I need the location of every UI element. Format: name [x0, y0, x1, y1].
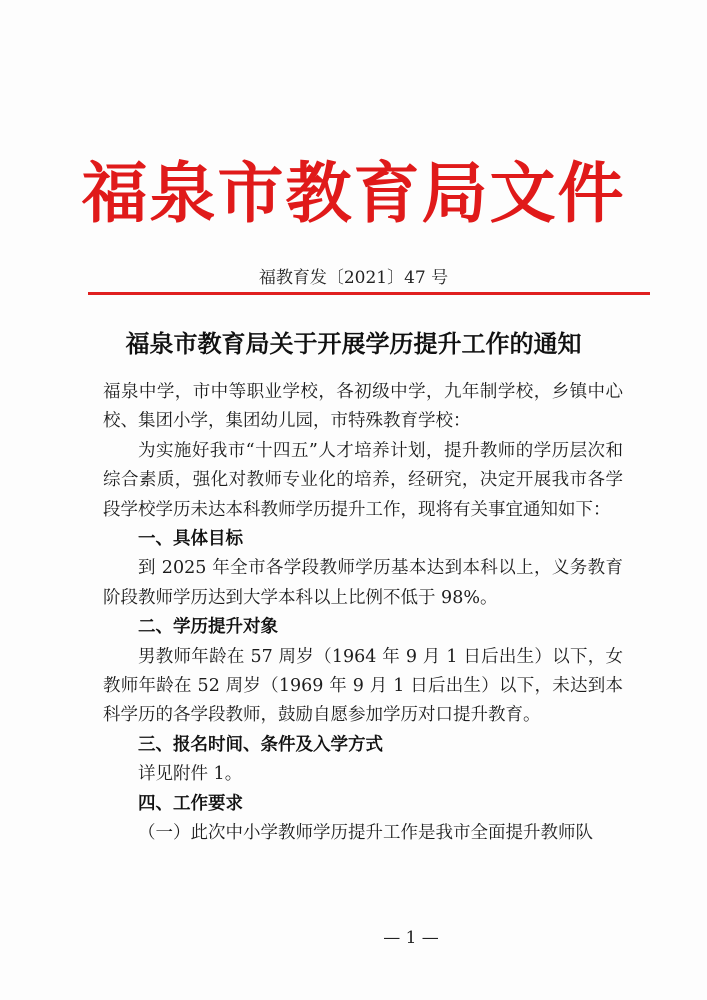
section-body-requirements: （一）此次中小学教师学历提升工作是我市全面提升教师队	[138, 823, 593, 844]
intro-paragraph: 为实施好我市“十四五”人才培养计划，提升教师的学历层次和综合素质，强化对教师专业化的培养，经研究，决定开展我市各学段学校学历未达本科教师学历提升工作，现将有关事宜通知如下：	[103, 440, 623, 520]
section-body-goals: 到 2025 年全市各学段教师学历基本达到本科以上，义务教育阶段教师学历达到大学本科以上比例不低于 98%。	[103, 558, 623, 608]
section-heading-targets: 二、学历提升对象	[138, 617, 278, 638]
document-body	[103, 378, 623, 849]
document-number: 福教育发〔2021〕47 号	[258, 268, 449, 288]
section-body-targets: 男教师年龄在 57 周岁（1964 年 9 月 1 日后出生）以下，女教师年龄在 52 周岁（1969 年 9 月 1 日后出生）以下，未达到本科学历的各学段教师，鼓励自愿参加学历对口提升教育。	[103, 646, 623, 726]
red-divider-line	[88, 292, 650, 295]
page-number: — 1 —	[383, 928, 439, 948]
section-heading-goals: 一、具体目标	[138, 529, 243, 550]
recipients-paragraph: 福泉中学，市中等职业学校，各初级中学，九年制学校，乡镇中心校、集团小学，集团幼儿园，市特殊教育学校：	[103, 382, 623, 432]
section-heading-requirements: 四、工作要求	[138, 793, 243, 814]
document-title: 福泉市教育局关于开展学历提升工作的通知	[125, 329, 582, 358]
section-body-enrollment: 详见附件 1。	[138, 764, 243, 785]
issuer-banner: 福泉市教育局文件	[81, 154, 626, 232]
section-heading-enrollment: 三、报名时间、条件及入学方式	[138, 734, 383, 755]
